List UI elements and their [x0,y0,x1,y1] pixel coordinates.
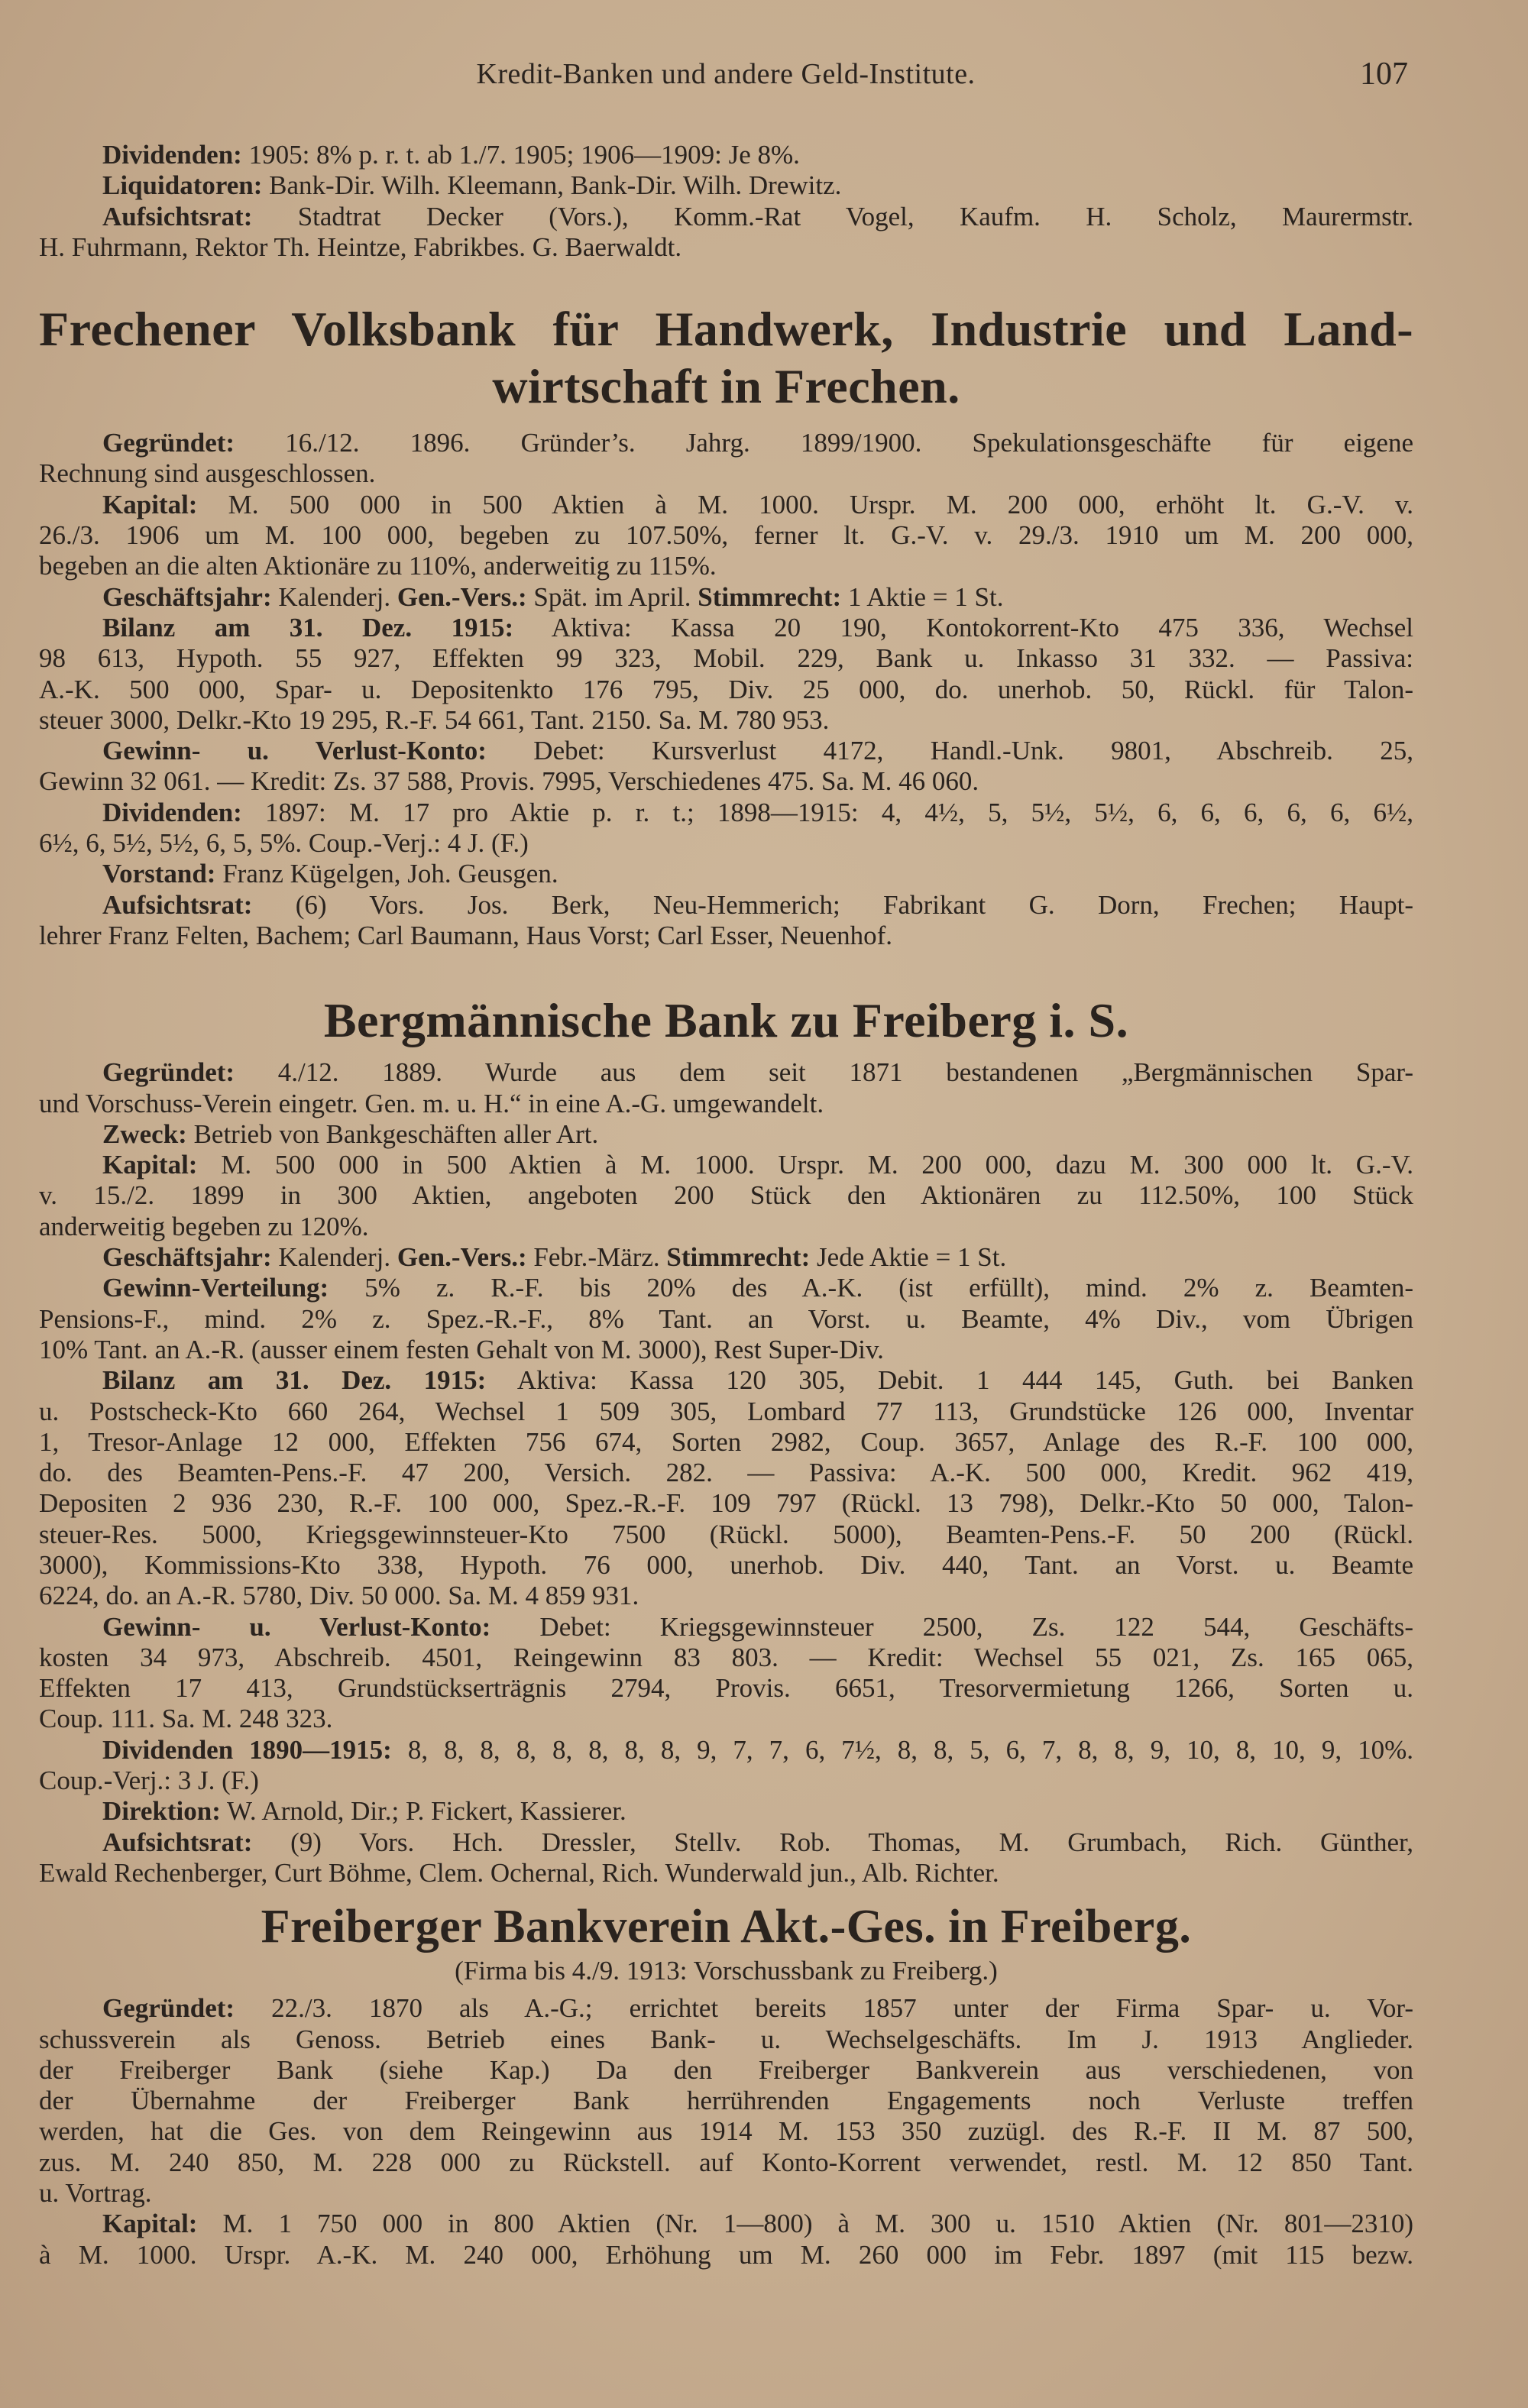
paragraph-kapital [39,490,1413,582]
text-line [39,2024,1413,2055]
text-line [39,1242,1413,1273]
field-text: 1, Tresor-Anlage 12 000, Effekten 756 674, Sorten 2982, Coup. 3657, Anlage des R.-F. 100 000, [39,1426,1413,1457]
field-label: Gegründet: [102,1993,235,2024]
field-text: Kalenderj. [271,581,397,612]
field-text: à M. 1000. Urspr. A.-K. M. 240 000, Erhöhung um M. 260 000 im Febr. 1897 (mit 115 bezw. [39,2239,1413,2270]
paragraph-liquidatoren [39,170,1413,201]
field-text: Ewald Rechenberger, Curt Böhme, Clem. Ochernal, Rich. Wunderwald jun., Alb. Richter. [39,1857,999,1888]
field-label: Stimmrecht: [666,1242,811,1273]
text-line [39,798,1413,828]
field-label: Bilanz am 31. Dez. 1915: [102,1365,487,1396]
field-text: M. 500 000 in 500 Aktien à M. 1000. Urspr. M. 200 000, dazu M. 300 000 lt. G.-V. [197,1150,1413,1180]
field-label: Direktion: [102,1796,221,1827]
field-label: Geschäftsjahr: [102,1242,272,1273]
field-label: Liquidatoren: [102,170,263,201]
field-text: Aktiva: Kassa 120 305, Debit. 1 444 145, Guth. bei Banken [486,1365,1413,1396]
text-line [39,2086,1413,2116]
text-line [39,232,1413,263]
field-text: 10% Tant. an A.-R. (ausser einem festen Gehalt von M. 3000), Rest Super-Div. [39,1334,884,1364]
field-text: 1897: M. 17 pro Aktie p. r. t.; 1898—1915: 4, 4½, 5, 5½, 5½, 6, 6, 6, 6, 6, 6½, [241,797,1413,827]
field-text: 3000), Kommissions-Kto 338, Hypoth. 76 000, unerhob. Div. 440, Tant. an Vorst. u. Beamte [39,1549,1413,1580]
field-label: Kapital: [102,489,198,519]
text-line [39,828,1413,859]
text-line [39,1365,1413,1396]
field-text: Pensions-F., mind. 2% z. Spez.-R.-F., 8% Tant. an Vorst. u. Beamte, 4% Div., vom Übrigen [39,1303,1413,1334]
text-line [39,490,1413,520]
field-label: Zweck: [102,1118,187,1149]
field-text: kosten 34 973, Abschreib. 4501, Reingewinn 83 803. — Kredit: Wechsel 55 021, Zs. 165 065, [39,1642,1413,1672]
field-text: A.-K. 500 000, Spar- u. Depositenkto 176 795, Div. 25 000, do. unerhob. 50, Rückl. für Talon- [39,674,1413,704]
field-text: Depositen 2 936 230, R.-F. 100 000, Spez.-R.-F. 109 797 (Rückl. 13 798), Delkr.-Kto 50 000, Talon- [39,1488,1413,1519]
text-line [39,1735,1413,1766]
field-text: M. 500 000 in 500 Aktien à M. 1000. Urspr. M. 200 000, erhöht lt. G.-V. v. [197,489,1413,519]
entry-title-line: Frechener Volksbank für Handwerk, Industrie und Land- [39,302,1413,357]
entry-heading [39,300,1413,415]
field-label: Dividenden: [102,140,242,170]
text-line [39,675,1413,705]
field-text: schussverein als Genoss. Betrieb eines Bank- u. Wechselgeschäfts. Im J. 1913 Anglieder. [39,2024,1413,2054]
text-line [39,1766,1413,1796]
field-label: Aufsichtsrat: [102,201,253,231]
text-line [39,1550,1413,1581]
field-label: Bilanz am 31. Dez. 1915: [102,612,514,642]
paragraph-aufsichtsrat [39,1827,1413,1889]
text-line [39,1704,1413,1734]
field-text: 6½, 6, 5½, 5½, 6, 5, 5%. Coup.-Verj.: 4 J. (F.) [39,828,529,859]
field-text: Stadtrat Decker (Vors.), Komm.-Rat Vogel, Kaufm. H. Scholz, Maurermstr. [252,201,1413,231]
bank-entry [39,1898,1413,2270]
field-text: (9) Vors. Hch. Dressler, Stellv. Rob. Thomas, M. Grumbach, Rich. Günther, [252,1827,1413,1857]
field-text: Aktiva: Kassa 20 190, Kontokorrent-Kto 475 336, Wechsel [513,612,1413,642]
text-line [39,1335,1413,1365]
field-text: W. Arnold, Dir.; P. Fickert, Kassierer. [220,1796,626,1827]
text-line [39,766,1413,797]
field-text: Effekten 17 413, Grundstückserträgnis 2794, Provis. 6651, Tresorvermietung 1266, Sorten u. [39,1673,1413,1704]
text-line [39,140,1413,170]
text-line [39,1520,1413,1550]
paragraph-dividenden [39,798,1413,859]
text-line [39,1458,1413,1488]
field-text: 4./12. 1889. Wurde aus dem seit 1871 bestandenen „Bergmännischen Spar- [235,1057,1413,1088]
text-line [39,1858,1413,1889]
paragraph-aufsichtsrat [39,890,1413,952]
field-text: Gewinn 32 061. — Kredit: Zs. 37 588, Provis. 7995, Verschiedenes 475. Sa. M. 46 060. [39,766,979,797]
text-line [39,921,1413,951]
text-line [39,2209,1413,2239]
field-label: Dividenden 1890—1915: [102,1734,392,1765]
text-line [39,458,1413,489]
continued-entry [39,140,1413,263]
field-text: 16./12. 1896. Gründer’s. Jahrg. 1899/1900. Spekulationsgeschäfte für eigene [235,428,1413,458]
field-text: werden, hat die Ges. von dem Reingewinn aus 1914 M. 153 350 zuzügl. des R.-F. II M. 87 500, [39,2116,1413,2147]
field-text: do. des Beamten-Pens.-F. 47 200, Versich. 282. — Passiva: A.-K. 500 000, Kredit. 962 419, [39,1458,1413,1488]
text-line [39,1212,1413,1242]
paragraph-dividenden [39,140,1413,170]
paragraph-gegruendet [39,1993,1413,2209]
page-number: 107 [1360,57,1408,92]
paragraph-vorstand [39,859,1413,889]
text-line [39,1150,1413,1180]
field-text: 98 613, Hypoth. 55 927, Effekten 99 323, Mobil. 229, Bank u. Inkasso 31 332. — Passiva: [39,643,1413,674]
field-text: begeben an die alten Aktionäre zu 110%, anderweitig zu 115%. [39,551,717,581]
text-line [39,582,1413,613]
field-text: v. 15./2. 1899 in 300 Aktien, angeboten 200 Stück den Aktionären zu 112.50%, 100 Stück [39,1180,1413,1211]
text-line [39,1273,1413,1303]
paragraph-bilanz-am-31-dez-1915 [39,1365,1413,1611]
field-label: Aufsichtsrat: [102,1827,253,1857]
field-text: steuer-Res. 5000, Kriegsgewinnsteuer-Kto 7500 (Rückl. 5000), Beamten-Pens.-F. 50 200 (Rückl. [39,1519,1413,1549]
field-label: Gewinn- u. Verlust-Konto: [102,736,487,766]
text-line [39,1304,1413,1335]
field-text: Bank-Dir. Wilh. Kleemann, Bank-Dir. Wilh. Drewitz. [262,170,842,201]
field-text: 5% z. R.-F. bis 20% des A.-K. (ist erfüllt), mind. 2% z. Beamten- [329,1273,1413,1303]
running-header [0,57,1528,92]
field-label: Kapital: [102,2209,198,2239]
field-label: Aufsichtsrat: [102,889,253,920]
text-line [39,2147,1413,2178]
field-text: 1905: 8% p. r. t. ab 1./7. 1905; 1906—1909: Je 8%. [241,140,800,170]
text-line [39,1427,1413,1458]
field-text: 1 Aktie = 1 St. [841,581,1004,612]
text-line [39,551,1413,581]
field-text: anderweitig begeben zu 120%. [39,1211,369,1241]
paragraph-kapital [39,1150,1413,1242]
text-line [39,428,1413,458]
paragraph-direktion [39,1796,1413,1827]
field-label: Gegründet: [102,1057,235,1088]
paragraph-gewinn-u-verlust-konto [39,736,1413,798]
text-line [39,1488,1413,1519]
paragraph-aufsichtsrat [39,202,1413,264]
bank-entry [39,300,1413,951]
text-line [39,170,1413,201]
field-text: Debet: Kriegsgewinnsteuer 2500, Zs. 122 544, Geschäfts- [490,1611,1413,1642]
field-text: 6224, do. an A.-R. 5780, Div. 50 000. Sa. M. 4 859 931. [39,1581,639,1611]
text-line [39,1119,1413,1150]
text-line [39,890,1413,921]
field-text: zus. M. 240 850, M. 228 000 zu Rückstell. auf Konto-Korrent verwendet, restl. M. 12 850 Tant. [39,2147,1413,2177]
paragraph-dividenden-1890-1915 [39,1735,1413,1797]
field-text: M. 1 750 000 in 800 Aktien (Nr. 1—800) à M. 300 u. 1510 Aktien (Nr. 801—2310) [197,2209,1413,2239]
paragraph-geschaeftsjahr [39,1242,1413,1273]
text-line [39,1397,1413,1427]
paragraph-zweck [39,1119,1413,1150]
entry-heading [39,992,1413,1049]
text-line [39,736,1413,766]
field-text: Debet: Kursverlust 4172, Handl.-Unk. 9801, Abschreib. 25, [486,736,1413,766]
paragraph-geschaeftsjahr [39,582,1413,613]
text-line [39,1180,1413,1211]
field-text: 8, 8, 8, 8, 8, 8, 8, 8, 9, 7, 7, 6, 7½, 8, 8, 5, 6, 7, 8, 8, 9, 10, 8, 10, 9, 10%. [391,1734,1414,1765]
entry-heading [39,1898,1413,1986]
field-text: Coup. 111. Sa. M. 248 323. [39,1704,333,1734]
field-label: Gewinn- u. Verlust-Konto: [102,1611,491,1642]
text-line [39,2240,1413,2270]
field-label: Geschäftsjahr: [102,581,272,612]
field-label: Stimmrecht: [698,581,842,612]
paragraph-gegruendet [39,1057,1413,1119]
field-label: Vorstand: [102,859,216,889]
text-line [39,202,1413,232]
field-label: Gewinn-Verteilung: [102,1273,329,1303]
field-label: Dividenden: [102,797,242,827]
field-label: Gen.-Vers.: [397,1242,527,1273]
text-line [39,2178,1413,2209]
field-label: Gegründet: [102,428,235,458]
field-text: Betrieb von Bankgeschäften aller Art. [186,1118,599,1149]
paragraph-gewinn-verteilung [39,1273,1413,1365]
field-text: 22./3. 1870 als A.-G.; errichtet bereits 1857 unter der Firma Spar- u. Vor- [235,1993,1413,2024]
text-line [39,1057,1413,1088]
entry-title-line: Bergmännische Bank zu Freiberg i. S. [323,993,1129,1048]
paragraph-gewinn-u-verlust-konto [39,1612,1413,1735]
text-line [39,1612,1413,1643]
text-line [39,1827,1413,1858]
text-line [39,2055,1413,2086]
entry-subtitle: (Firma bis 4./9. 1913: Vorschussbank zu Freiberg.) [455,1956,998,1986]
running-title: Kredit-Banken und andere Geld-Institute. [476,58,976,90]
text-line [39,1796,1413,1827]
bank-entry [39,992,1413,1889]
text-line [39,520,1413,551]
text-line [39,1673,1413,1704]
field-text: 26./3. 1906 um M. 100 000, begeben zu 107.50%, ferner lt. G.-V. v. 29./3. 1910 um M. 200 000, [39,520,1413,551]
field-text: und Vorschuss-Verein eingetr. Gen. m. u. H.“ in eine A.-G. umgewandelt. [39,1088,824,1118]
field-text: H. Fuhrmann, Rektor Th. Heintze, Fabrikbes. G. Baerwaldt. [39,231,682,262]
text-line [39,859,1413,889]
text-line [39,1089,1413,1119]
entry-title-line: wirtschaft in Frechen. [492,359,960,414]
field-text: Febr.-März. [526,1242,667,1273]
field-text: Franz Kügelgen, Joh. Geusgen. [215,859,558,889]
text-line [39,1993,1413,2024]
field-text: (6) Vors. Jos. Berk, Neu-Hemmerich; Fabrikant G. Dorn, Frechen; Haupt- [252,889,1413,920]
text-line [39,613,1413,643]
field-text: lehrer Franz Felten, Bachem; Carl Baumann, Haus Vorst; Carl Esser, Neuenhof. [39,920,893,950]
field-text: der Freiberger Bank (siehe Kap.) Da den Freiberger Bankverein aus verschiedenen, von [39,2054,1413,2085]
field-text: u. Postscheck-Kto 660 264, Wechsel 1 509 305, Lombard 77 113, Grundstücke 126 000, Inventar [39,1396,1413,1426]
text-line [39,1643,1413,1673]
text-line [39,1581,1413,1611]
page-body [39,140,1413,2270]
field-text: steuer 3000, Delkr.-Kto 19 295, R.-F. 54 661, Tant. 2150. Sa. M. 780 953. [39,704,830,735]
paragraph-kapital [39,2209,1413,2270]
paragraph-gegruendet [39,428,1413,490]
field-text: Kalenderj. [271,1242,397,1273]
field-text: Jede Aktie = 1 St. [810,1242,1007,1273]
text-line [39,705,1413,736]
field-text: Spät. im April. [526,581,698,612]
field-label: Kapital: [102,1150,198,1180]
entry-title-line: Freiberger Bankverein Akt.-Ges. in Freiberg. [261,1901,1192,1953]
text-line [39,643,1413,674]
field-label: Gen.-Vers.: [397,581,527,612]
field-text: u. Vortrag. [39,2178,152,2209]
field-text: Rechnung sind ausgeschlossen. [39,458,376,489]
paragraph-bilanz-am-31-dez-1915 [39,613,1413,736]
text-line [39,2116,1413,2147]
field-text: Coup.-Verj.: 3 J. (F.) [39,1766,259,1796]
field-text: der Übernahme der Freiberger Bank herrührenden Engagements noch Verluste treffen [39,2086,1413,2116]
